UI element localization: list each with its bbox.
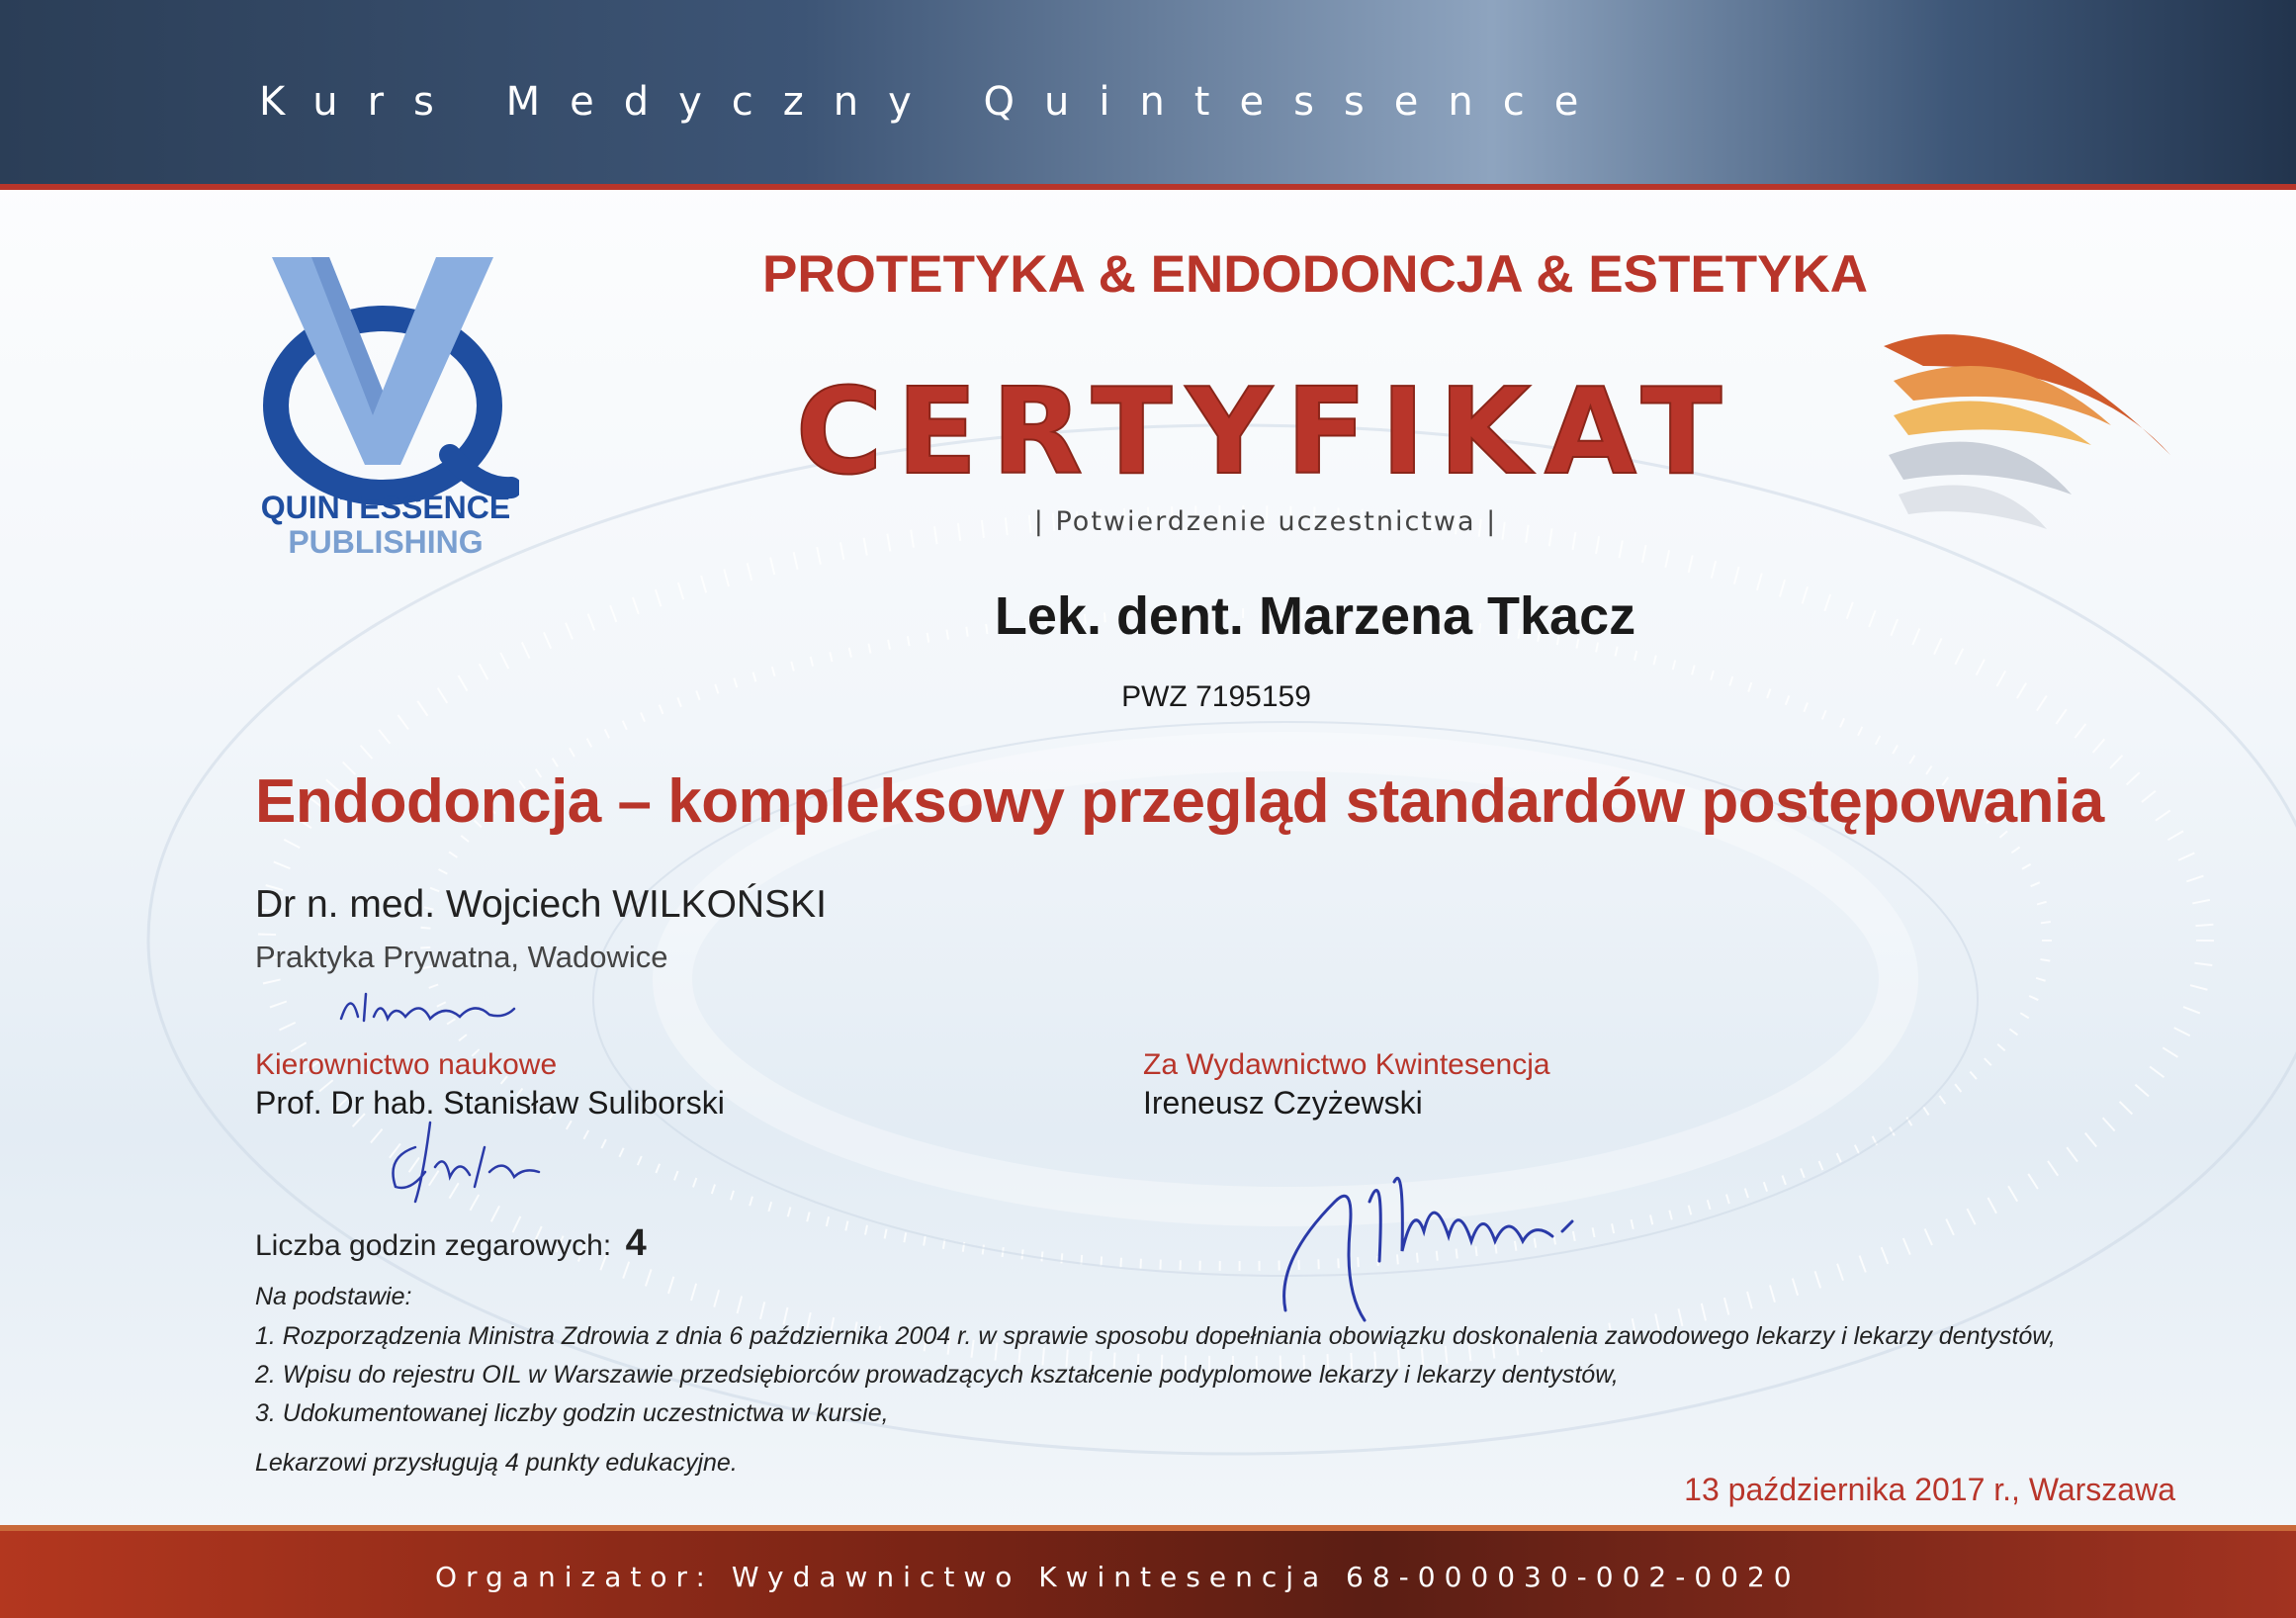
series-title: Kurs Medyczny Quintessence	[259, 79, 1609, 125]
scientific-director-label: Kierownictwo naukowe	[255, 1048, 558, 1081]
header-stripe	[0, 184, 2296, 190]
certificate-subtitle: | Potwierdzenie uczestnictwa |	[1033, 506, 1498, 537]
license-number: PWZ 7195159	[1121, 680, 1311, 713]
education-points-note: Lekarzowi przysługują 4 punkty edukacyjne.	[255, 1449, 738, 1477]
scientific-director-signature	[376, 1118, 574, 1207]
logo-brand-subtitle: PUBLISHING	[288, 524, 484, 560]
issue-date-place: 13 października 2017 r., Warszawa	[1684, 1472, 2175, 1507]
certificate-title-text: CERTYFIKAT	[795, 366, 1736, 501]
hours-line	[255, 1222, 750, 1268]
publisher-label: Za Wydawnictwo Kwintesencja	[1143, 1048, 1550, 1081]
lecturer-affiliation: Praktyka Prywatna, Wadowice	[255, 940, 668, 974]
recipient-name: Lek. dent. Marzena Tkacz	[994, 586, 1636, 646]
certificate-title	[791, 366, 1740, 504]
scientific-director-name: Prof. Dr hab. Stanisław Suliborski	[255, 1085, 725, 1121]
legal-basis-item: 1. Rozporządzenia Ministra Zdrowia z dnia 6 października 2004 r. w sprawie sposobu dopełniania obowiązku doskonalenia zawodowego lekarzy i lekarzy dentystów,	[255, 1322, 2056, 1350]
logo-brand-name: QUINTESSENCE	[260, 490, 511, 525]
lecturer-signature	[336, 979, 524, 1034]
organizer-line: Organizator: Wydawnictwo Kwintesencja 68-000030-002-0020	[435, 1561, 1801, 1593]
course-title: Endodoncja – kompleksowy przegląd standardów postępowania	[255, 767, 2104, 836]
publisher-signature	[1276, 1142, 1602, 1325]
legal-basis-item: 3. Udokumentowanej liczby godzin uczestnictwa w kursie,	[255, 1399, 889, 1427]
hours-label: Liczba godzin zegarowych:	[255, 1229, 612, 1262]
legal-basis-item: 2. Wpisu do rejestru OIL w Warszawie przedsiębiorców prowadzących kształcenie podyplomowe lekarzy i lekarzy dentystów,	[255, 1361, 1619, 1389]
legal-basis-heading: Na podstawie:	[255, 1283, 412, 1310]
course-subjects-heading: PROTETYKA & ENDODONCJA & ESTETYKA	[762, 245, 1868, 304]
lecturer-name: Dr n. med. Wojciech WILKOŃSKI	[255, 883, 827, 926]
publisher-representative-name: Ireneusz Czyżewski	[1143, 1085, 1423, 1121]
hours-value: 4	[625, 1222, 647, 1264]
arc-emblem-icon	[1864, 307, 2180, 534]
